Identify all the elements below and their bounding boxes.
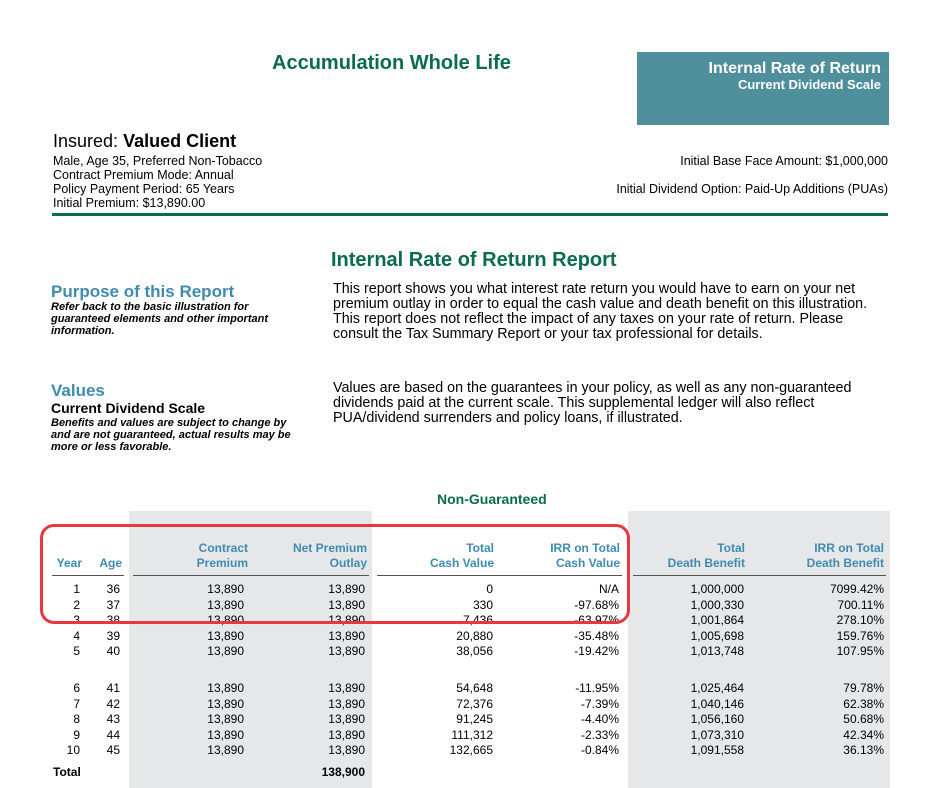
insured-heading — [53, 131, 236, 152]
purpose-heading: Purpose of this Report — [51, 282, 235, 301]
purpose-note: Refer back to the basic illustration for guaranteed elements and other important information. — [51, 301, 268, 337]
face-amount: Initial Base Face Amount: $1,000,000 — [680, 154, 888, 168]
insured-detail: Contract Premium Mode: Annual — [53, 168, 234, 182]
table-row: 8 43 13,890 13,890 91,245 -4.40% 1,056,160 50.68% — [73, 712, 884, 726]
header-net-premium-outlay: Net Premium Outlay — [292, 541, 367, 570]
table-row: 2 37 13,890 13,890 330 -97.68% 1,000,330 700.11% — [73, 597, 884, 612]
report-title: Internal Rate of Return Report — [331, 249, 617, 271]
insured-detail: Initial Premium: $13,890.00 — [53, 196, 206, 210]
values-subheading: Current Dividend Scale — [51, 400, 206, 416]
non-guaranteed-label: Non-Guaranteed — [437, 491, 547, 507]
total-label: Total — [53, 765, 81, 779]
insured-name: Valued Client — [123, 131, 237, 151]
header-year: Year — [56, 556, 82, 570]
table-row: 5 40 13,890 13,890 38,056 -19.42% 1,013,748 107.95% — [73, 644, 884, 658]
irr-box-title: Internal Rate of Return — [708, 60, 881, 77]
header-age: Age — [99, 556, 122, 570]
header-total-cash-value: Total Cash Value — [429, 541, 494, 570]
table-row: 4 39 13,890 13,890 20,880 -35.48% 1,005,698 159.76% — [73, 628, 884, 643]
dividend-option: Initial Dividend Option: Paid-Up Additions (PUAs) — [616, 182, 888, 196]
values-text: Values are based on the guarantees in your policy, as well as any non-guaranteed dividends paid at the current scale. This supplemental ledger will also reflect PUA/dividend surrenders and policy loans, if illustrated. — [333, 380, 852, 426]
table-row: 7 42 13,890 13,890 72,376 -7.39% 1,040,146 62.38% — [73, 696, 884, 711]
insured-label: Insured: — [53, 131, 119, 151]
header-underline — [633, 575, 886, 576]
table-row: 9 44 13,890 13,890 111,312 -2.33% 1,073,310 42.34% — [73, 727, 884, 742]
table-row: 1 36 13,890 13,890 0 N/A 1,000,000 7099.42% — [73, 582, 884, 596]
values-heading: Values — [51, 381, 105, 400]
total-net-premium-outlay: 138,900 — [321, 765, 365, 779]
table-row: 10 45 13,890 13,890 132,665 -0.84% 1,091,558 36.13% — [66, 743, 884, 757]
purpose-text: This report shows you what interest rate return you would have to earn on your net premium outlay in order to equal the cash value and death benefit on this illustration. This report does not reflect the impact of any taxes on your rate of return. Please consult the Tax Summary Report or your tax professional for details. — [333, 281, 868, 342]
irr-box-subtitle: Current Dividend Scale — [737, 77, 881, 92]
insured-detail: Male, Age 35, Preferred Non-Tobacco — [53, 154, 263, 168]
header-irr-death-benefit: IRR on Total Death Benefit — [806, 541, 884, 570]
irr-header-box — [637, 52, 889, 125]
table-body-group-2 — [0, 681, 940, 759]
table-row: 6 41 13,890 13,890 54,648 -11.95% 1,025,464 79.78% — [73, 681, 884, 695]
highlight-annotation — [40, 524, 630, 624]
header-contract-premium: Contract Premium — [196, 541, 248, 570]
insured-detail: Policy Payment Period: 65 Years — [53, 182, 235, 196]
header-total-death-benefit: Total Death Benefit — [667, 541, 745, 570]
table-row: 3 38 13,890 13,890 7,436 -63.97% 1,001,864 278.10% — [73, 613, 884, 627]
document-title: Accumulation Whole Life — [272, 52, 511, 74]
values-note: Benefits and values are subject to change by and are not guaranteed, actual results may be more or less favorable. — [51, 417, 348, 453]
header-irr-cash-value: IRR on Total Cash Value — [550, 541, 620, 570]
header-divider — [52, 213, 888, 216]
